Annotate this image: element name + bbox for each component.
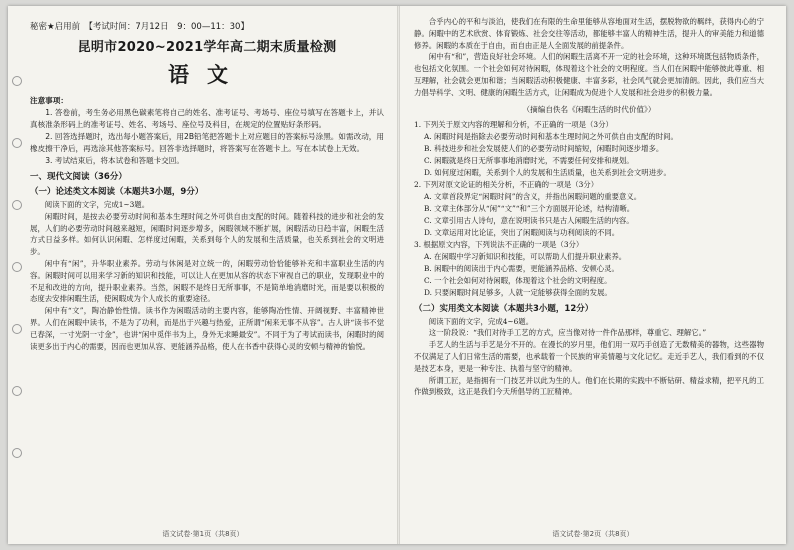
exam-paper-spread: [8, 6, 786, 544]
question-stem: 2. 下列对原文论证的相关分析，不正确的一项是（3分）: [414, 179, 599, 189]
question-1: [414, 119, 764, 179]
notice-item: 2. 回答选择题时，选出每小题答案后，用2B铅笔把答题卡上对应题目的答案标号涂黑。如需改动，用橡皮擦干净后，再选涂其他答案标号。回答非选择题时，将答案写在答题卡上。写在本试卷上无效。: [30, 132, 384, 153]
question-option: B. 闲暇中的阅读出于内心需要，更能涵养品格、安顿心灵。: [424, 263, 619, 273]
page-right: [400, 6, 786, 544]
notice-item: 3. 考试结束后，将本试卷和答题卡交回。: [45, 156, 184, 165]
subsection-heading: （二）实用类文本阅读（本题共3小题，12分）: [414, 303, 594, 314]
question-stem: 3. 根据原文内容，下列说法不正确的一项是（3分）: [414, 239, 584, 249]
notice-item: 1. 答卷前，考生务必用黑色碳素笔将自己的姓名、准考证号、考场号、座位号填写在答题卡上，并认真核准条形码上的准考证号、姓名、考场号、座位号及科目，在规定的位置贴好条形码。: [30, 108, 384, 129]
section-heading: 一、现代文阅读（36分）: [30, 172, 127, 182]
reading-instruction: 阅读下面的文字，完成1~3题。: [44, 200, 150, 209]
passage-paragraph: 闲暇时间，是按去必要劳动时间和基本生理时间之外可供自由支配的时间。随着科技的进步和社会的发展，人们的必要劳动时间越来越短，闲暇时间逐步增多，闲暇领域不断扩展，闲暇活动日趋丰富，闲暇生活方式日益多样。如何认识闲暇、怎样度过闲暇，关系到每个人的发展和生活质量，也关系到社会的文明进步。: [30, 211, 384, 257]
question-option: C. 文章引用古人诗句，意在说明读书只是古人闲暇生活的内容。: [424, 215, 634, 225]
subject-heading: 语文: [168, 63, 246, 87]
question-3: [414, 239, 764, 299]
question-option: D. 如何度过闲暇，关系到个人的发展和生活质量，也关系到社会文明进步。: [424, 167, 671, 177]
page-footer: 语文试卷·第1页（共8页）: [162, 530, 244, 538]
passage-paragraph: 闲中有“闲”，升华职业素养。劳动与休闲是对立统一的，闲暇劳动恰恰能够补充和丰富职业生活的内容。闲暇时间可以用来学习新的知识和技能，可以让人在更加从容的状态下审视自己的职业，发现职业中的不足和改进的方向，提升职业素养。当然，闲暇不是终日无所事事，不是简单地消磨时光，而是要以积极的态度去安排闲暇生活，使闲暇成为个人成长的重要途径。: [30, 258, 384, 304]
subsection-heading: （一）论述类文本阅读（本题共3小题，9分）: [30, 187, 204, 197]
passage-paragraph: 闲中有“和”，营造良好社会环境。人们的闲暇生活离不开一定的社会环境，这种环境既包括物质条件，也包括文化氛围。一个社会如何对待闲暇，体现着这个社会的文明程度。当人们在闲暇中能够彼此尊重、相互理解，社会就会更加和谐；当闲暇活动积极健康、丰富多彩，社会风气就会更加清朗。因此，我们应当大力倡导科学、文明、健康的闲暇生活方式，让闲暇成为促进个人发展和社会进步的积极力量。: [414, 52, 764, 97]
question-option: A. 文章首段界定“闲暇时间”的含义，并指出闲暇问题的重要意义。: [424, 191, 642, 201]
passage-paragraph: 所谓工匠，是指拥有一门技艺并以此为生的人。他们在长期的实践中不断钻研、精益求精，把平凡的工作做到极致，这正是我们今天所倡导的工匠精神。: [414, 375, 764, 397]
question-2: [414, 179, 764, 239]
question-option: B. 文章主体部分从“闲”“文”“和”三个方面展开论述，结构清晰。: [424, 203, 635, 213]
exam-title: 昆明市2020~2021学年高二期末质量检测: [77, 40, 337, 55]
page-footer: 语文试卷·第2页（共8页）: [552, 530, 634, 538]
question-option: D. 只要闲暇时间足够多，人就一定能够获得全面的发展。: [424, 287, 612, 297]
source-citation: （摘编自佚名《闲暇生活的时代价值》）: [522, 104, 656, 114]
page-left: [8, 6, 398, 544]
question-stem: 1. 下列关于原文内容的理解和分析，不正确的一项是（3分）: [414, 119, 613, 129]
question-option: C. 闲暇就是终日无所事事地消磨时光，不需要任何安排和规划。: [424, 155, 634, 165]
confidential-line: 秘密★启用前 【考试时间：7月12日 9：00—11：30】: [30, 22, 249, 32]
passage-paragraph: 这一阶段说：“我们对待手工艺的方式，应当像对待一件作品那样，尊重它、理解它。”: [428, 328, 707, 338]
notice-heading: 注意事项：: [30, 96, 68, 105]
question-option: C. 一个社会如何对待闲暇，体现着这个社会的文明程度。: [424, 275, 612, 285]
question-option: B. 科技进步和社会发展使人们的必要劳动时间缩短，闲暇时间逐步增多。: [424, 143, 664, 153]
passage-paragraph: 手艺人的生活与手艺是分不开的。在漫长的岁月里，他们用一双巧手创造了无数精美的器物，这些器物不仅满足了人们日常生活的需要，也承载着一个民族的审美情趣与文化记忆。走近手艺人，我们看到的不仅是技艺本身，更是一种专注、执着与坚守的精神。: [414, 340, 764, 373]
question-option: A. 闲暇时间是指除去必要劳动时间和基本生理时间之外可供自由支配的时间。: [424, 131, 678, 141]
notice-block: [30, 95, 384, 167]
question-option: D. 文章运用对比论证，突出了闲暇阅读与功利阅读的不同。: [424, 227, 620, 237]
binding-holes: [12, 76, 22, 496]
passage-paragraph: 闲中有“文”，陶冶静怡性情。读书作为闲暇活动的主要内容，能够陶冶性情、开阔视野、丰富精神世界。人们在闲暇中读书，不是为了功利，而是出于兴趣与热爱，正所谓“闲来无事不从容”。古人讲“读书不觉已春深，一寸光阴一寸金”，也讲“闲中觅伴书为上，身外无求睡最安”。不同于为了考试而读书，闲暇时的阅读更多出于内心的需要，因而也更加从容、更能涵养品格，使人在书香中获得心灵的安顿与精神的愉悦。: [30, 306, 384, 351]
reading-instruction: 阅读下面的文字，完成4~6题。: [428, 316, 534, 326]
passage-paragraph: 合乎内心的平和与淡泊，使我们在有限的生命里能够从容地面对生活，摆脱物欲的羁绊，获得内心的宁静。闲暇中的艺术欣赏、体育锻炼、社会交往等活动，都能够丰富人的精神生活，提升人的审美能力和道德修养。闲暇的本质在于自由，而自由正是人全面发展的前提条件。: [414, 17, 764, 50]
question-option: A. 在闲暇中学习新知识和技能，可以帮助人们提升职业素养。: [424, 251, 627, 261]
